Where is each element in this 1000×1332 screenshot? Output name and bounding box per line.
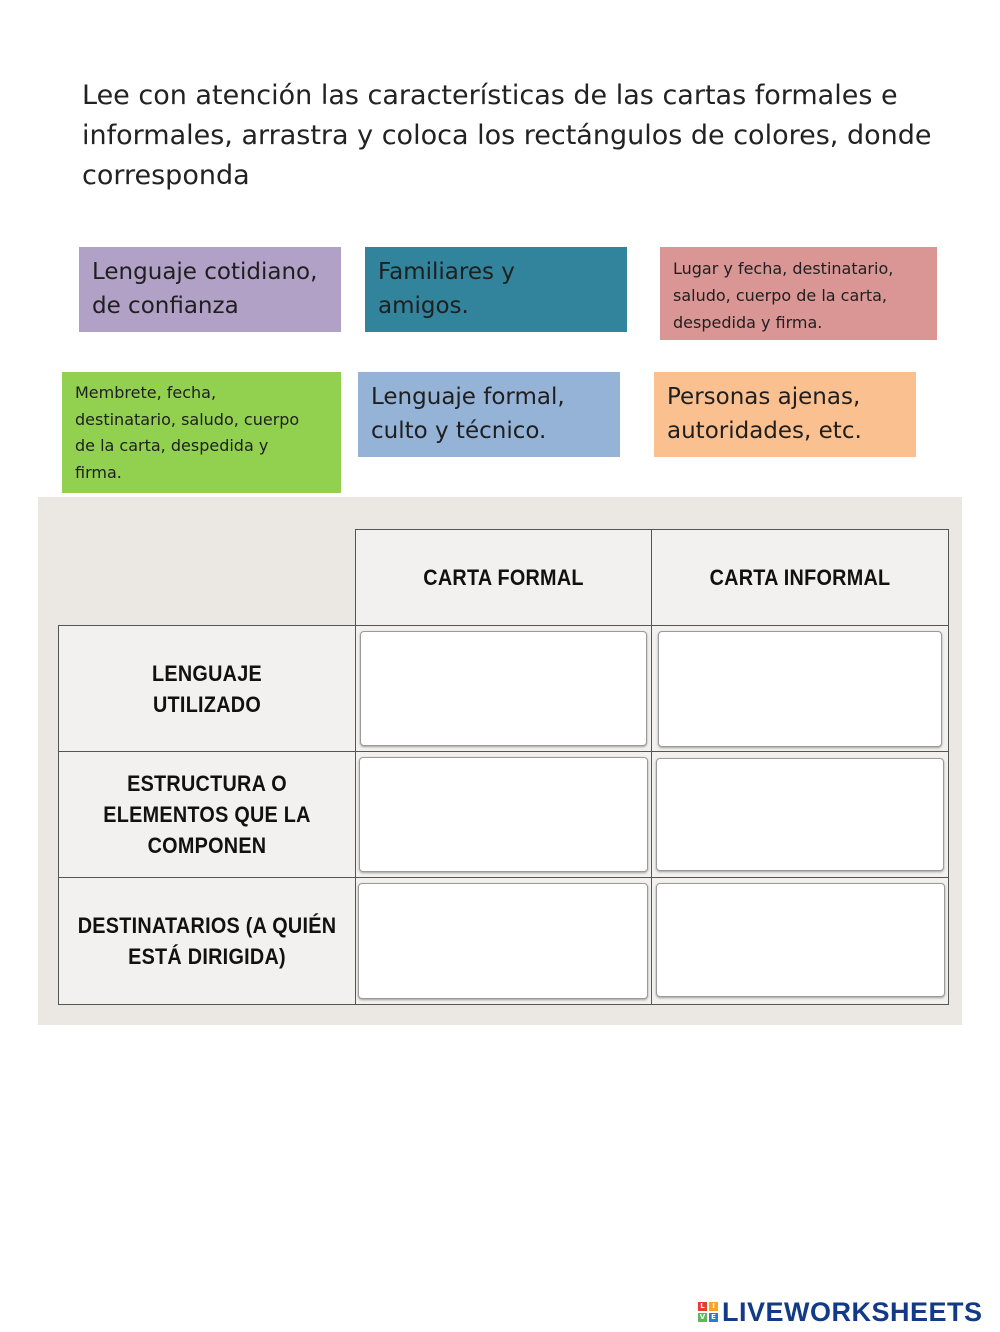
row-header-lenguaje: LENGUAJE UTILIZADO [152, 660, 262, 717]
drop-zone-lenguaje-informal[interactable] [658, 631, 942, 747]
drop-zone-lenguaje-formal[interactable] [360, 631, 647, 746]
drop-zone-destinatarios-formal[interactable] [358, 883, 648, 999]
card-label: Personas ajenas, autoridades, etc. [667, 384, 862, 444]
column-header-informal: CARTA INFORMAL [709, 565, 891, 590]
card-label: Lenguaje formal, culto y técnico. [371, 384, 565, 444]
logo-mark-icon: L I V E [698, 1302, 718, 1322]
card-label: Lugar y fecha, destinatario, saludo, cuerpo de la carta, despedida y firma. [673, 259, 894, 332]
drop-zone-estructura-informal[interactable] [656, 758, 944, 871]
card-lenguaje-cotidiano[interactable] [79, 247, 341, 332]
logo-text: LIVEWORKSHEETS [722, 1296, 983, 1327]
column-header-formal: CARTA FORMAL [423, 565, 584, 590]
card-label: Lenguaje cotidiano, de confianza [92, 259, 318, 319]
liveworksheets-logo [698, 1295, 983, 1329]
card-membrete[interactable] [62, 372, 341, 493]
drop-zone-estructura-formal[interactable] [359, 757, 648, 872]
card-lugar-fecha[interactable] [660, 247, 937, 340]
card-familiares-amigos[interactable] [365, 247, 627, 332]
classification-table [58, 529, 949, 1005]
instructions-text: Lee con atención las características de las cartas formales e informales, arrastra y coloca los rectángulos de colores, donde corresponda [82, 80, 932, 191]
drop-zone-destinatarios-informal[interactable] [656, 883, 945, 997]
card-label: Familiares y amigos. [378, 259, 515, 319]
row-header-estructura: ESTRUCTURA O ELEMENTOS QUE LA COMPONEN [103, 771, 311, 858]
card-lenguaje-formal[interactable] [358, 372, 620, 457]
row-header-destinatarios: DESTINATARIOS (A QUIÉN ESTÁ DIRIGIDA) [77, 913, 337, 969]
card-label: Membrete, fecha, destinatario, saludo, cuerpo de la carta, despedida y firma. [75, 383, 300, 482]
card-personas-ajenas[interactable] [654, 372, 916, 457]
